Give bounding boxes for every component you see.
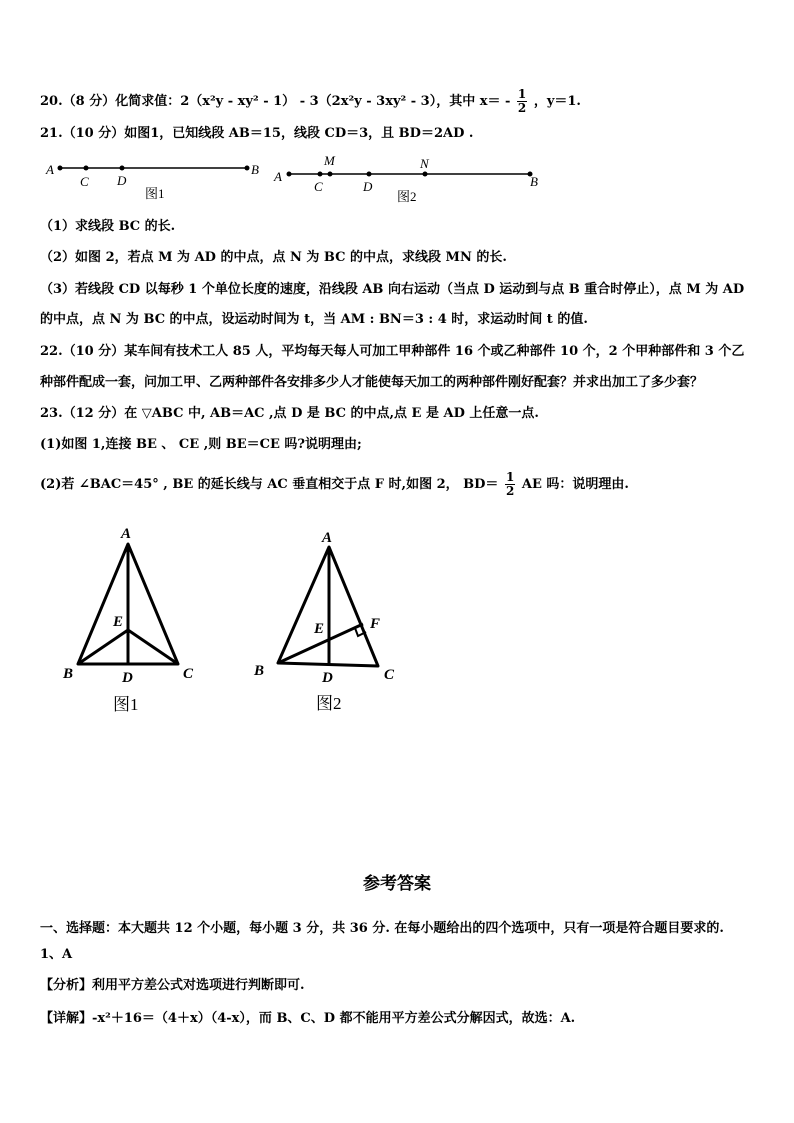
q20-frac-den: 2 (517, 101, 527, 115)
fig2-label-a: A (274, 169, 282, 184)
q23-frac-den: 2 (505, 484, 515, 498)
tri2-label-e: E (314, 621, 325, 637)
answer-analysis: 【分析】利用平方差公式对选项进行判断即可. (40, 978, 305, 993)
fig1-label-d: D (117, 173, 127, 188)
fig1-label-b: B (251, 162, 259, 177)
tri1-caption: 图1 (113, 695, 139, 714)
q23-part2-text: (2)若 ∠BAC＝45° , BE 的延长线与 AC 垂直相交于点 F 时,如图 2， BD＝ (40, 477, 499, 492)
tri2-label-c: C (384, 667, 395, 683)
q21-figure-1 (42, 158, 282, 201)
fig2-label-b: B (530, 174, 538, 189)
answer-title: 参考答案 (363, 874, 431, 894)
q21-part3-line2: 的中点，点 N 为 BC 的中点，设运动时间为 t，当 AM : BN＝3 : 4 时，求运动时间 t 的值. (40, 312, 588, 327)
q21-part2: （2）如图 2，若点 M 为 AD 的中点，点 N 为 BC 的中点，求线段 MN 的长. (40, 250, 507, 265)
q20-text: 20.（8 分）化简求值：2（x²y - xy² - 1） - 3（2x²y - 3xy² - 3），其中 x＝ - (40, 94, 511, 109)
tri2-label-b: B (254, 663, 265, 679)
fig1-label-a: A (46, 162, 54, 177)
tri1-label-e: E (113, 614, 124, 630)
q22-line2: 种部件配成一套，问加工甲、乙两种部件各安排多少人才能使每天加工的两种部件刚好配套？并求出加工了多少套？ (40, 375, 704, 390)
triangle-figure-1 (55, 520, 225, 720)
q21-stem: 21.（10 分）如图1，已知线段 AB＝15，线段 CD＝3，且 BD＝2AD . (40, 126, 474, 141)
tri1-label-c: C (183, 666, 194, 682)
fig2-label-c: C (314, 179, 323, 194)
tri2-label-f: F (370, 616, 381, 632)
triangle-figure-2 (250, 525, 420, 725)
answer-item-1: 1、A (40, 947, 73, 962)
q23-stem: 23.（12 分）在 ▽ABC 中, AB＝AC ,点 D 是 BC 的中点,点 E 是 AD 上任意一点. (40, 406, 539, 421)
fig2-label-n: N (420, 156, 429, 171)
q20-frac-num: 1 (517, 87, 527, 101)
answer-section-heading: 一、选择题：本大题共 12 个小题，每小题 3 分，共 36 分. 在每小题给出的四个选项中，只有一项是符合题目要求的. (40, 921, 724, 936)
fig2-label-d: D (363, 179, 373, 194)
answer-detail: 【详解】-x²＋16＝（4＋x）（4-x），而 B、C、D 都不能用平方差公式分解因式，故选：A. (40, 1011, 576, 1026)
q23-part1: (1)如图 1,连接 BE 、 CE ,则 BE＝CE 吗?说明理由; (40, 437, 362, 452)
q21-part1: （1）求线段 BC 的长. (40, 219, 176, 234)
tri2-label-a: A (322, 530, 333, 546)
q20-suffix: ，y＝1. (533, 94, 581, 109)
fig2-label-m: M (324, 153, 335, 168)
tri1-label-a: A (121, 526, 132, 542)
q23-frac-num: 1 (505, 470, 515, 484)
q23-part2-suffix: AE 吗：说明理由. (521, 477, 629, 492)
q21-figure-2 (272, 153, 552, 206)
q23-fraction (505, 471, 515, 498)
q22-line1: 22.（10 分）某车间有技术工人 85 人，平均每天每人可加工甲种部件 16 个或乙种部件 10 个，2 个甲种部件和 3 个乙 (40, 344, 745, 359)
tri1-label-d: D (122, 670, 133, 686)
tri2-caption: 图2 (316, 694, 342, 713)
tri1-label-b: B (63, 666, 74, 682)
fig1-label-c: C (80, 174, 89, 189)
q21-part3-line1: （3）若线段 CD 以每秒 1 个单位长度的速度，沿线段 AB 向右运动（当点 D 运动到与点 B 重合时停止），点 M 为 AD (40, 282, 745, 297)
tri2-label-d: D (322, 670, 333, 686)
fig1-caption: 图1 (145, 186, 165, 201)
q20-fraction (517, 88, 527, 115)
q23-part2 (40, 471, 629, 498)
q20-line (40, 88, 581, 115)
fig2-caption: 图2 (397, 189, 417, 204)
